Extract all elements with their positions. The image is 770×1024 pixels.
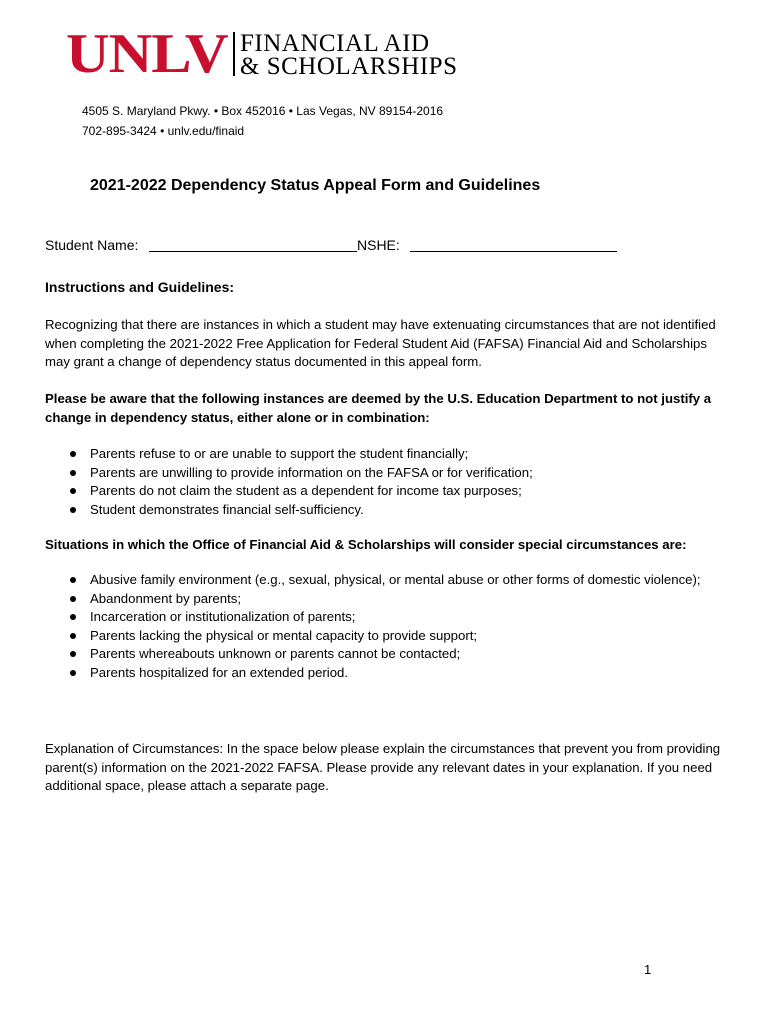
not-justify-list: [45, 445, 705, 519]
logo-financial-aid-text: FINANCIAL AID: [240, 30, 430, 57]
list-item: Student demonstrates financial self-sufficiency.: [45, 501, 705, 520]
instructions-heading: Instructions and Guidelines:: [45, 279, 235, 295]
instructions-intro: Recognizing that there are instances in which a student may have extenuating circumstances that are not identified when completing the 2021-2022 Free Application for Federal Student Aid (FAFSA) Financial Aid and Scholarships may grant a change of dependency status documented in this appeal form.: [45, 317, 716, 370]
address-line-1: 4505 S. Maryland Pkwy. • Box 452016 • Las Vegas, NV 89154-2016: [82, 104, 444, 118]
unlv-financial-aid-logo: [66, 23, 486, 85]
special-circumstances-heading: Situations in which the Office of Financial Aid & Scholarships will consider special circumstances are:: [45, 537, 687, 552]
list-item: Parents refuse to or are unable to support the student financially;: [45, 445, 705, 464]
nshe-field[interactable]: [410, 251, 617, 252]
list-item: Parents do not claim the student as a dependent for income tax purposes;: [45, 482, 705, 501]
list-item: Parents whereabouts unknown or parents cannot be contacted;: [45, 645, 705, 664]
special-circumstances-list: [45, 571, 705, 683]
logo-scholarships-text: & SCHOLARSHIPS: [240, 53, 458, 80]
list-item: Incarceration or institutionalization of parents;: [45, 608, 705, 627]
student-name-field[interactable]: [149, 251, 357, 252]
logo-unlv-wordmark: UNLV: [66, 23, 228, 85]
list-item: Parents hospitalized for an extended period.: [45, 664, 705, 683]
page-number: 1: [644, 962, 652, 977]
list-item: Parents lacking the physical or mental capacity to provide support;: [45, 627, 705, 646]
list-item: Abandonment by parents;: [45, 590, 705, 609]
list-item: Parents are unwilling to provide information on the FAFSA or for verification;: [45, 464, 705, 483]
address-line-2: 702-895-3424 • unlv.edu/finaid: [82, 124, 245, 138]
student-name-label: Student Name:: [45, 237, 139, 253]
explanation-text: Explanation of Circumstances: In the space below please explain the circumstances that prevent you from providing parent(s) information on the 2021-2022 FAFSA. Please provide any relevant dates in your explanation. If you need additional space, please attach a separate page.: [45, 741, 721, 794]
list-item: Abusive family environment (e.g., sexual, physical, or mental abuse or other forms of domestic violence);: [45, 571, 705, 590]
nshe-label: NSHE:: [357, 237, 400, 253]
page-title: 2021-2022 Dependency Status Appeal Form and Guidelines: [90, 177, 541, 194]
logo-divider: [233, 32, 235, 76]
not-justify-heading: Please be aware that the following instances are deemed by the U.S. Education Department to not justify a change in dependency status, either alone or in combination:: [45, 391, 712, 425]
